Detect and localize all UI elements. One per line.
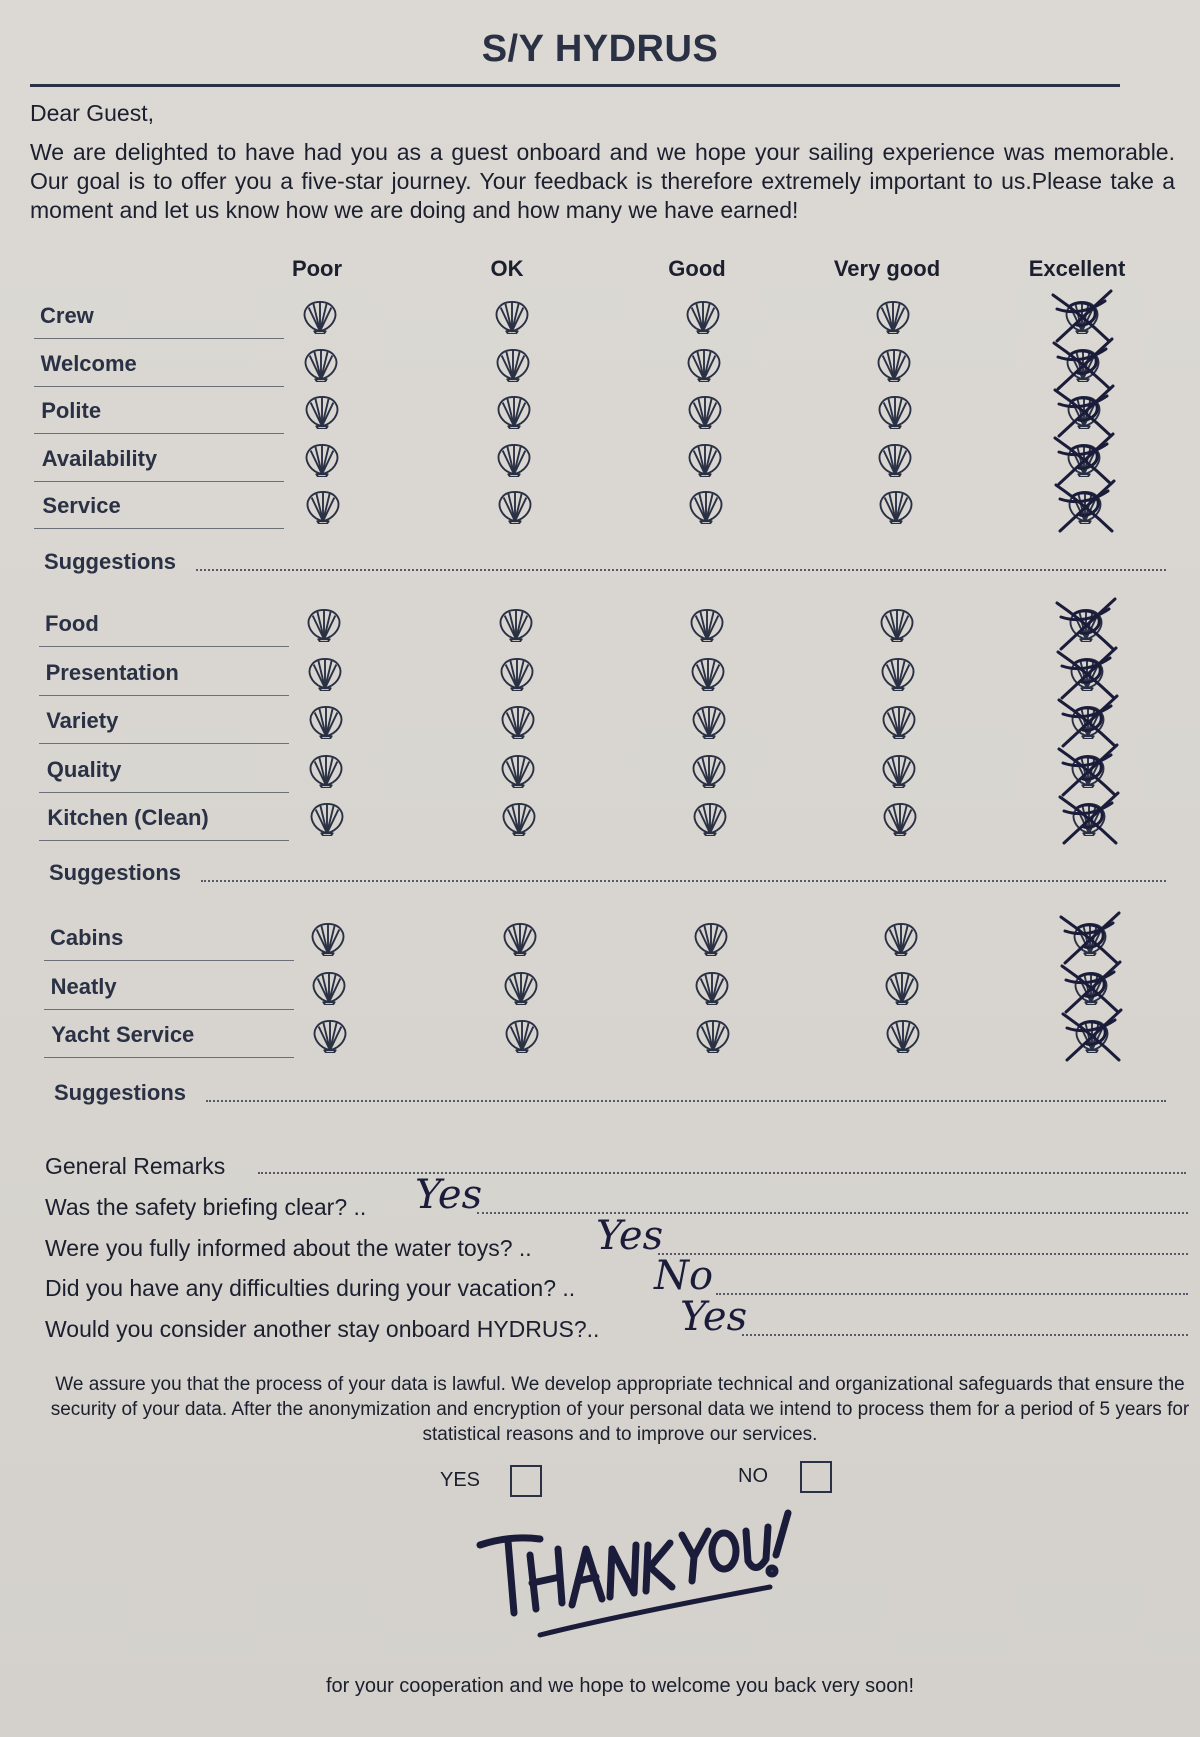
seashell-icon[interactable] [498, 657, 536, 691]
question-text: Were you fully informed about the water toys? .. [45, 1235, 532, 1261]
seashell-icon[interactable] [496, 490, 534, 524]
seashell-icon[interactable] [691, 802, 729, 836]
seashell-icon[interactable] [692, 922, 730, 956]
criterion-label: Food [45, 611, 99, 636]
rating-header-poor: Poor [291, 256, 343, 281]
handwritten-answer[interactable]: No [654, 1253, 714, 1299]
seashell-icon[interactable] [303, 443, 341, 477]
seashell-icon[interactable] [880, 754, 918, 788]
rating-header-very-good: Very good [833, 256, 941, 281]
seashell-icon[interactable] [881, 802, 919, 836]
criterion-underline [34, 481, 284, 482]
seashell-icon[interactable] [880, 705, 918, 739]
suggestions-input-line[interactable] [206, 1100, 1166, 1102]
criterion-label: Quality [46, 756, 122, 782]
criterion-underline [34, 433, 284, 434]
criterion-underline [34, 528, 284, 529]
seashell-icon[interactable] [303, 395, 341, 429]
handwritten-answer[interactable]: Yes [680, 1294, 748, 1340]
seashell-icon[interactable] [874, 300, 912, 334]
seashell-icon[interactable] [306, 657, 344, 691]
seashell-icon[interactable] [876, 395, 914, 429]
seashell-icon[interactable] [687, 490, 725, 524]
seashell-icon[interactable] [689, 657, 727, 691]
criterion-underline [44, 1009, 294, 1010]
seashell-icon[interactable] [686, 443, 724, 477]
question-text: Would you consider another stay onboard HYDRUS?.. [45, 1316, 600, 1342]
seashell-icon[interactable] [690, 754, 728, 788]
criterion-label: Kitchen (Clean) [47, 805, 209, 830]
criterion-label: Service [42, 493, 121, 518]
question-text: Was the safety briefing clear? .. [45, 1194, 367, 1220]
seashell-icon[interactable] [878, 608, 916, 642]
seashell-icon[interactable] [305, 608, 343, 642]
seashell-icon[interactable] [494, 348, 532, 382]
criterion-label: Availability [41, 445, 158, 471]
criterion-underline [39, 646, 289, 647]
seashell-icon[interactable] [301, 300, 339, 334]
suggestions-label: Suggestions [54, 1080, 187, 1105]
seashell-icon[interactable] [688, 608, 726, 642]
form-title: S/Y HYDRUS [481, 28, 719, 70]
answer-input-line[interactable] [742, 1334, 1188, 1336]
seashell-icon[interactable] [308, 802, 346, 836]
criterion-underline [44, 960, 294, 961]
handwritten-answer[interactable]: Yes [596, 1213, 664, 1259]
criterion-label: Variety [46, 708, 119, 733]
criterion-label: Presentation [45, 659, 179, 685]
seashell-icon[interactable] [875, 348, 913, 382]
consent-no-checkbox[interactable] [800, 1461, 832, 1493]
suggestions-input-line[interactable] [201, 880, 1166, 882]
thank-you-lettering [470, 1505, 810, 1645]
criterion-label: Neatly [50, 973, 117, 999]
criterion-underline [39, 695, 289, 696]
rating-header-ok: OK [490, 256, 524, 281]
seashell-icon[interactable] [500, 802, 538, 836]
seashell-icon[interactable] [499, 754, 537, 788]
seashell-icon[interactable] [882, 922, 920, 956]
seashell-icon[interactable] [495, 443, 533, 477]
seashell-icon[interactable] [310, 971, 348, 1005]
seashell-icon[interactable] [311, 1019, 349, 1053]
handwritten-cross-mark [1050, 477, 1120, 537]
privacy-notice: We assure you that the process of your data is lawful. We develop appropriate technical and organizational safeguards that ensure the security of your data. After the anonymization and encryption of your personal data we intend to process them for a period of 5 years for statistical reasons and to improve our services. [50, 1374, 1190, 1445]
seashell-icon[interactable] [307, 705, 345, 739]
seashell-icon[interactable] [497, 608, 535, 642]
criterion-underline [34, 386, 284, 387]
seashell-icon[interactable] [686, 395, 724, 429]
seashell-icon[interactable] [693, 971, 731, 1005]
seashell-icon[interactable] [493, 300, 531, 334]
seashell-icon[interactable] [495, 395, 533, 429]
criterion-underline [39, 792, 289, 793]
seashell-icon[interactable] [690, 705, 728, 739]
criterion-label: Yacht Service [51, 1022, 195, 1047]
seashell-icon[interactable] [876, 443, 914, 477]
criterion-label: Welcome [40, 350, 137, 376]
answer-input-line[interactable] [716, 1293, 1188, 1295]
seashell-icon[interactable] [883, 971, 921, 1005]
seashell-icon[interactable] [884, 1019, 922, 1053]
general-remarks-label: General Remarks [45, 1153, 226, 1179]
title-rule [30, 84, 1120, 87]
seashell-icon[interactable] [501, 922, 539, 956]
seashell-icon[interactable] [309, 922, 347, 956]
seashell-icon[interactable] [502, 971, 540, 1005]
criterion-underline [39, 840, 289, 841]
greeting: Dear Guest, [30, 100, 154, 126]
handwritten-cross-mark [1057, 1006, 1127, 1066]
seashell-icon[interactable] [694, 1019, 732, 1053]
footer-note: for your cooperation and we hope to welcome you back very soon! [325, 1675, 915, 1697]
seashell-icon[interactable] [304, 490, 342, 524]
suggestions-input-line[interactable] [196, 569, 1166, 571]
handwritten-cross-mark [1054, 789, 1124, 849]
seashell-icon[interactable] [503, 1019, 541, 1053]
seashell-icon[interactable] [877, 490, 915, 524]
criterion-underline [44, 1057, 294, 1058]
suggestions-label: Suggestions [44, 549, 177, 574]
general-remarks-input-line[interactable] [258, 1172, 1186, 1174]
criterion-underline [34, 338, 284, 339]
answer-input-line[interactable] [658, 1253, 1188, 1255]
seashell-icon[interactable] [684, 300, 722, 334]
consent-no-label: NO [738, 1465, 768, 1487]
seashell-icon[interactable] [307, 754, 345, 788]
seashell-icon[interactable] [302, 348, 340, 382]
seashell-icon[interactable] [685, 348, 723, 382]
seashell-icon[interactable] [499, 705, 537, 739]
answer-input-line[interactable] [477, 1212, 1188, 1214]
criterion-label: Polite [41, 398, 102, 423]
intro-paragraph: We are delighted to have had you as a guest onboard and we hope your sailing experience was memorable. Our goal is to offer you a five-star journey. Your feedback is therefore extremely important to us.Please take a moment and let us know how we are doing and how many we have earned! [30, 139, 1175, 223]
consent-yes-label: YES [440, 1469, 481, 1491]
suggestions-label: Suggestions [49, 860, 182, 885]
rating-header-good: Good [668, 256, 726, 281]
rating-header-excellent: Excellent [1028, 256, 1126, 281]
consent-yes-checkbox[interactable] [510, 1465, 542, 1497]
criterion-underline [39, 743, 289, 744]
criterion-label: Cabins [50, 925, 124, 950]
question-text: Did you have any difficulties during your vacation? .. [45, 1275, 576, 1301]
seashell-icon[interactable] [879, 657, 917, 691]
handwritten-answer[interactable]: Yes [415, 1172, 483, 1218]
criterion-label: Crew [40, 303, 94, 328]
